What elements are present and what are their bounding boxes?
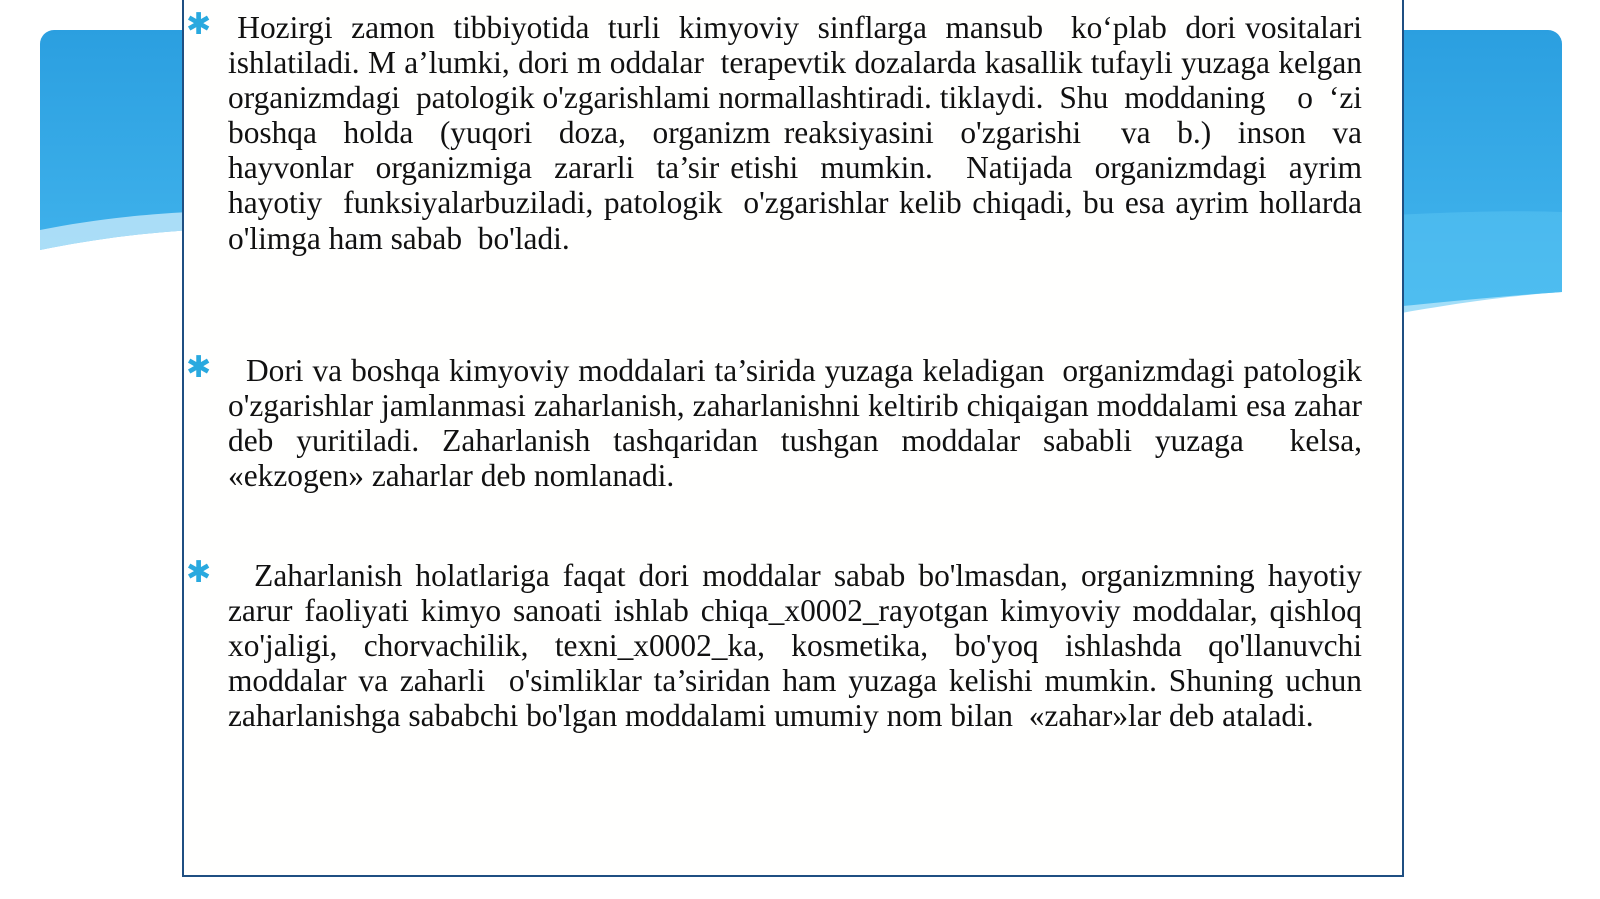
bullet-item-3 [186, 555, 1370, 734]
content-box [182, 0, 1404, 877]
bullet-item-1 [186, 7, 1378, 256]
asterisk-icon: ✱ [186, 7, 212, 42]
bullet-text: Dori va boshqa kimyoviy moddalari ta’sirida yuzaga keladigan organizmdagi patologik o'zgarishlar jamlanmasi zaharlanish, zaharlanishni keltirib chiqaigan moddalami esa zahar deb yuritiladi. Zaharlanish tashqaridan tushgan moddalar sababli yuzaga kelsa, «ekzogen» zaharlar deb nomlanadi. [228, 353, 1370, 494]
asterisk-icon: ✱ [186, 350, 212, 385]
bullet-item-2 [186, 350, 1370, 494]
asterisk-icon: ✱ [186, 555, 212, 590]
bullet-text: Zaharlanish holatlariga faqat dori moddalar sabab bo'lmasdan, organizmning hayotiy zarur faoliyati kimyo sanoati ishlab chiqa_x0002_rayotgan kimyoviy moddalar, qishloq xo'jaligi, chorvachilik, texni_x0002_ka, kosmetika, bo'yoq ishlashda qo'llanuvchi moddalar va zaharli o'simliklar ta’siridan ham yuzaga kelishi mumkin. Shuning uchun zaharlanishga sababchi bo'lgan moddalami umumiy nom bilan «zahar»lar deb ataladi. [228, 558, 1370, 734]
bullet-text: Hozirgi zamon tibbiyotida turli kimyoviy sinflarga mansub ko‘plab dori vositalari ishlatiladi. M a’lumki, dori m oddalar terapevtik dozalarda kasallik tufayli yuzaga kelgan organizmdagi patologik o'zgarishlami normallashtiradi. tiklaydi. Shu moddaning o ‘zi boshqa holda (yuqori doza, organizm reaksiyasini o'zgarishi va b.) inson va hayvonlar organizmiga zararli ta’sir etishi mumkin. Natijada organizmdagi ayrim hayotiy funksiyalarbuziladi, patologik o'zgarishlar kelib chiqadi, bu esa ayrim hollarda o'limga ham sabab bo'ladi. [228, 10, 1378, 256]
